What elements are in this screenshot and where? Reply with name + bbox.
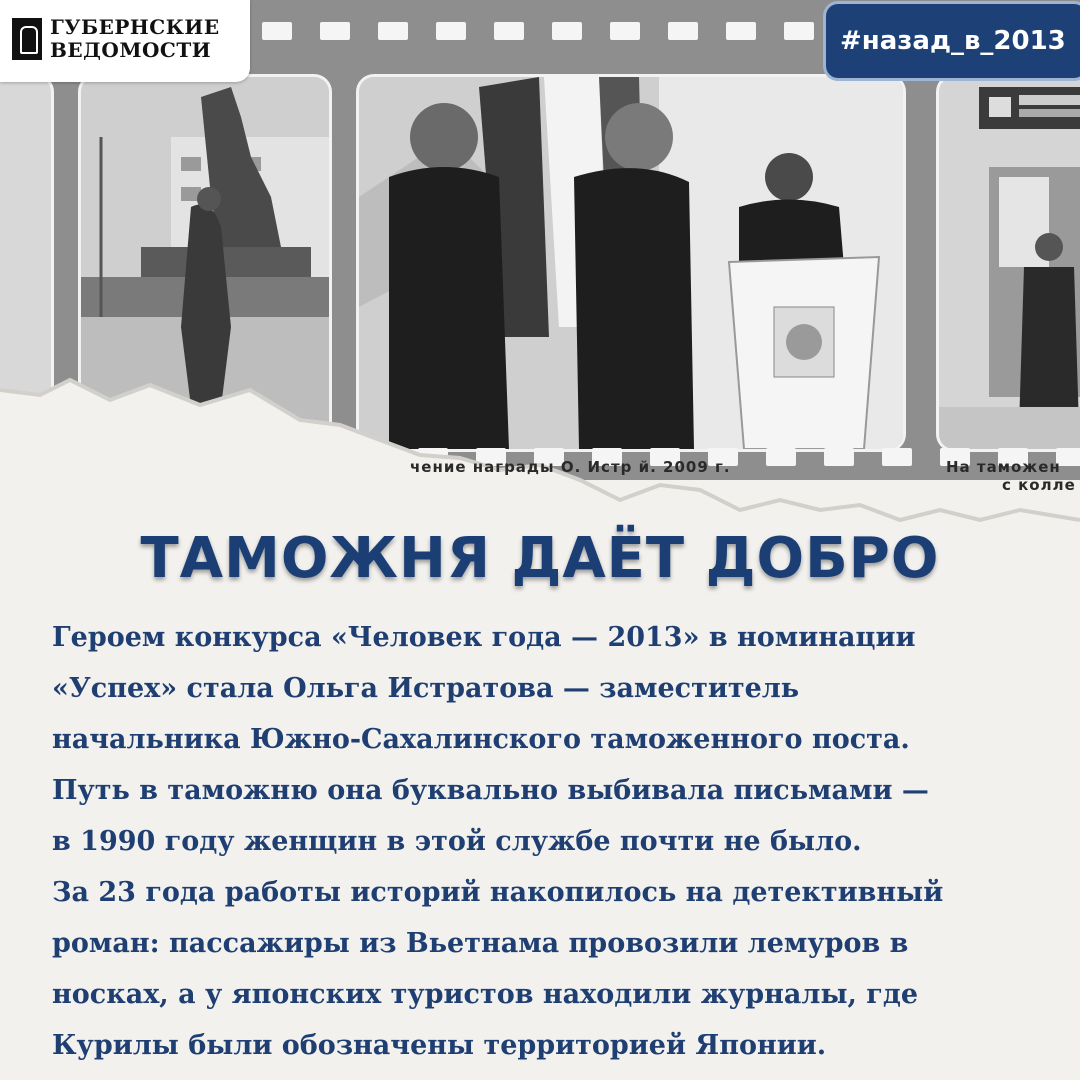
logo-wordmark: ГУБЕРНСКИЕ ВЕДОМОСТИ xyxy=(50,15,220,62)
body-line: За 23 года работы историй накопилось на детективный xyxy=(52,877,944,908)
body-line: Путь в таможню она буквально выбивала письмами — xyxy=(52,775,929,806)
logo-emblem-icon xyxy=(12,18,42,60)
article-body xyxy=(52,612,1062,1071)
body-line: роман: пассажиры из Вьетнама провозили лемуров в xyxy=(52,928,909,959)
hashtag-badge: #назад_в_2013 xyxy=(826,4,1080,78)
photo-caption-customs: На таможен с колле xyxy=(946,458,1076,494)
body-line: начальника Южно-Сахалинского таможенного поста. xyxy=(52,724,910,755)
newspaper-logo xyxy=(0,0,250,82)
body-line: в 1990 году женщин в этой службе почти не было. xyxy=(52,826,862,857)
body-line: Курилы были обозначены территорией Японии. xyxy=(52,1030,827,1061)
body-line: Героем конкурса «Человек года — 2013» в номинации xyxy=(52,622,916,653)
torn-paper-edge xyxy=(0,360,1080,540)
body-line: «Успех» стала Ольга Истратова — заместитель xyxy=(52,673,800,704)
body-line: носках, а у японских туристов находили журналы, где xyxy=(52,979,919,1010)
article-headline: ТАМОЖНЯ ДАЁТ ДОБРО xyxy=(140,526,940,591)
photo-caption-award: чение награды О. Истр й. 2009 г. xyxy=(410,458,731,476)
